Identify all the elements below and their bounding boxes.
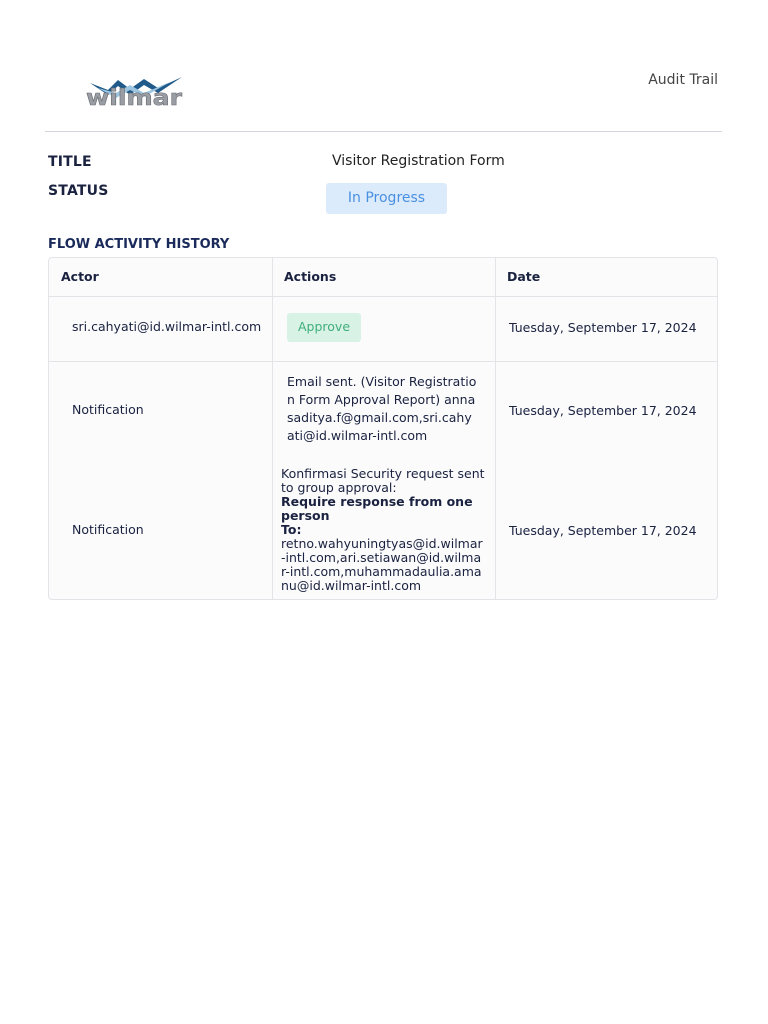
flow-activity-table — [48, 257, 718, 600]
status-badge: In Progress — [326, 183, 447, 214]
row-1-action-approve-badge: Approve — [287, 313, 361, 342]
wilmar-logo — [84, 74, 184, 108]
row-divider — [49, 361, 717, 362]
section-title-flow-history: FLOW ACTIVITY HISTORY — [48, 237, 230, 252]
title-value: Visitor Registration Form — [332, 153, 505, 169]
document-type-label: Audit Trail — [648, 72, 718, 88]
row-3-action-intro: Konfirmasi Security request sent to group approval: — [281, 466, 485, 495]
header-divider — [45, 131, 722, 132]
row-3-action-confirmation — [281, 467, 485, 593]
row-1-actor: sri.cahyati@id.wilmar-intl.com — [72, 319, 262, 334]
row-2-action-email-sent: Email sent. (Visitor Registration Form Approval Report) annasaditya.f@gmail.com,sri.cahyati@id.wilmar-intl.com — [287, 374, 477, 443]
row-2-date: Tuesday, September 17, 2024 — [509, 403, 697, 418]
row-3-date: Tuesday, September 17, 2024 — [509, 523, 697, 538]
title-label: TITLE — [48, 154, 92, 170]
row-3-action-to-label: To: — [281, 522, 302, 537]
column-header-actions: Actions — [284, 269, 337, 284]
column-header-actor: Actor — [61, 269, 99, 284]
column-divider — [272, 258, 273, 599]
column-header-date: Date — [507, 269, 541, 284]
row-1-date: Tuesday, September 17, 2024 — [509, 320, 697, 335]
column-divider — [495, 258, 496, 599]
row-3-action-requirement: Require response from one person — [281, 494, 473, 523]
row-3-action-recipients: retno.wahyuningtyas@id.wilmar-intl.com,ari.setiawan@id.wilmar-intl.com,muhammadaulia.amanu@id.wilmar-intl.com — [281, 536, 483, 593]
wilmar-logo-wordmark: wilmar — [86, 86, 183, 108]
row-2-actor: Notification — [72, 402, 144, 417]
header-row-divider — [49, 296, 717, 297]
status-label: STATUS — [48, 183, 109, 199]
row-3-actor: Notification — [72, 522, 144, 537]
